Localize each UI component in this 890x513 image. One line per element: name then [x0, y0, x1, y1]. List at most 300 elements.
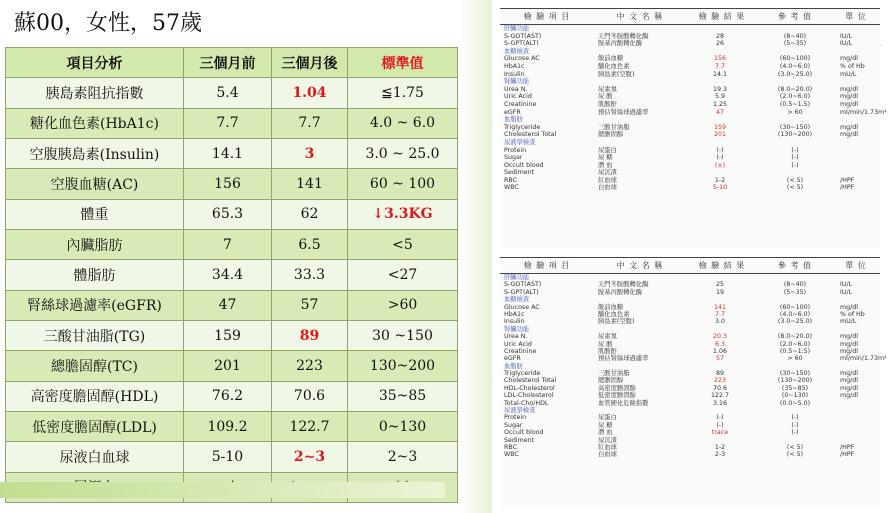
value-after: 33.3	[272, 260, 348, 290]
value-before: 109.2	[184, 412, 272, 442]
lab-item: 腎臟功能	[504, 325, 530, 333]
lab-ref: (60~100)	[779, 303, 811, 311]
lab-row	[500, 451, 880, 458]
value-after: 122.7	[272, 412, 348, 442]
lab-result: 5.9	[714, 93, 725, 101]
lab-name: 尿 糖	[598, 421, 613, 429]
lab-ref: (30~150)	[779, 370, 811, 378]
lab-ref: (-)	[791, 421, 799, 429]
value-after: 223	[272, 351, 348, 381]
value-after: 7.7	[272, 108, 348, 138]
value-after: 89	[272, 321, 348, 351]
item-name: 總膽固醇(TC)	[6, 351, 184, 381]
lab-ref: (-)	[791, 429, 799, 437]
lab-result: 57	[715, 355, 724, 363]
lab-item: 血脂肪	[504, 362, 523, 370]
lab-row	[500, 184, 880, 192]
lab-item: 血糖檢查	[504, 296, 530, 304]
lab-ref: (8~40)	[783, 32, 807, 40]
lab-row	[500, 333, 880, 340]
standard-value: ≦1.75	[348, 78, 458, 108]
lab-unit: mg/dl	[840, 303, 858, 311]
lab-name: 紅血球	[598, 443, 617, 451]
summary-row	[6, 351, 458, 381]
lab-ref: (8.0~20.0)	[777, 85, 813, 93]
lab-header-cell: 中 文 名 稱	[616, 12, 664, 21]
summary-row	[6, 442, 458, 472]
lab-result: 7.7	[714, 310, 725, 318]
lab-item: Creatinine	[504, 347, 537, 355]
lab-name: 尿沉渣	[598, 436, 617, 444]
lab-item: Sediment	[504, 169, 535, 177]
lab-name: 肌酸酐	[598, 347, 617, 355]
lab-item: Insulin	[504, 318, 525, 326]
decorative-gradient	[460, 0, 492, 513]
standard-value: >60	[348, 290, 458, 320]
lab-result: 19	[715, 288, 724, 296]
lab-name: 肌酸酐	[598, 100, 617, 108]
lab-name: 紅血球	[598, 176, 617, 184]
lab-name: 醣化血色素	[598, 310, 630, 318]
lab-item: Total-Cho/HDL	[504, 399, 549, 407]
summary-header-cell: 三個月後	[272, 48, 348, 78]
standard-value: <27	[348, 260, 458, 290]
lab-row	[500, 304, 880, 311]
lab-unit: mg/dl	[840, 55, 858, 63]
lab-name: 飯前血糖	[598, 303, 624, 311]
lab-name: 白血球	[598, 184, 617, 192]
lab-result: (-)	[716, 146, 724, 154]
lab-result: 201	[713, 131, 727, 139]
lab-item: Occult blood	[504, 429, 544, 437]
lab-ref: (0.5~1.5)	[779, 100, 811, 108]
lab-ref: (2.0~6.0)	[779, 340, 811, 348]
lab-row	[500, 341, 880, 348]
value-before: 5.4	[184, 78, 272, 108]
lab-ref: (3.0~25.0)	[777, 318, 813, 326]
lab-header-cell: 檢 驗 結 果	[698, 261, 746, 270]
lab-item: S-GPT(ALT)	[504, 288, 539, 296]
lab-ref: (5~35)	[783, 40, 807, 48]
lab-row	[500, 422, 880, 429]
lab-result: 1-2	[714, 443, 726, 451]
lab-item: LDL-Cholesterol	[504, 392, 554, 400]
lab-result: 2-3	[714, 451, 726, 459]
summary-row	[6, 78, 458, 108]
lab-header-cell: 檢 驗 結 果	[698, 12, 746, 21]
lab-item: Cholesterol Total	[504, 377, 557, 385]
lab-result: 70.6	[712, 384, 728, 392]
lab-unit: ml/min/1.73m²	[840, 355, 887, 363]
lab-section-heading	[500, 139, 880, 147]
lab-result: trace	[711, 429, 729, 437]
lab-unit: ml/min/1.73m²	[840, 108, 887, 116]
lab-unit: /HPF	[840, 184, 855, 192]
lab-row	[500, 392, 880, 399]
lab-name: 尿 酸	[598, 93, 613, 101]
summary-row	[6, 108, 458, 138]
lab-result: 19.3	[712, 85, 728, 93]
lab-ref: > 60	[787, 355, 803, 363]
lab-result: 3.0	[714, 318, 725, 326]
lab-item: S-GPT(ALT)	[504, 40, 539, 48]
lab-unit: mg/dl	[840, 100, 858, 108]
lab-row	[500, 169, 880, 177]
summary-row	[6, 321, 458, 351]
lab-item: eGFR	[504, 355, 521, 363]
lab-name: 飯前血糖	[598, 55, 624, 63]
lab-ref: (-)	[791, 161, 799, 169]
lab-row	[500, 289, 880, 296]
lab-row	[500, 86, 880, 94]
lab-row	[500, 355, 887, 363]
lab-ref: (< 5)	[786, 451, 804, 459]
lab-item: 尿液學檢查	[504, 138, 536, 146]
lab-row	[500, 108, 887, 117]
lab-result: 20.3	[712, 333, 728, 341]
lab-name: 胰島素(空腹)	[598, 318, 635, 326]
lab-section-heading	[500, 78, 880, 86]
lab-result: 141	[713, 303, 727, 311]
lab-item: 血糖檢查	[504, 47, 530, 55]
lab-unit: IU/L	[840, 40, 853, 48]
lab-name: 潛 血	[598, 429, 613, 437]
lab-result: 89	[715, 370, 724, 378]
lab-item: Triglyceride	[504, 123, 541, 131]
lab-item: 血脂肪	[504, 116, 523, 124]
lab-row	[500, 437, 880, 444]
lab-ref: (8.0~20.0)	[777, 333, 813, 341]
lab-item: eGFR	[504, 108, 521, 116]
lab-result: 122.7	[710, 392, 730, 400]
lab-row	[500, 348, 880, 355]
lab-section-heading	[500, 326, 880, 333]
lab-item: 肝臟功能	[504, 25, 530, 32]
lab-item: Glucose AC	[504, 303, 540, 311]
lab-report-before	[500, 8, 887, 248]
lab-unit: mg/dl	[840, 377, 858, 385]
lab-result: 1.06	[712, 347, 728, 355]
lab-row	[500, 33, 880, 41]
lab-section-heading	[500, 48, 880, 56]
lab-result: 5-10	[712, 184, 728, 192]
value-before: 7.7	[184, 108, 272, 138]
summary-header-cell: 標準值	[348, 48, 458, 78]
lab-result: 14.1	[712, 70, 728, 78]
summary-row	[6, 230, 458, 260]
summary-row	[6, 139, 458, 169]
value-before: 65.3	[184, 199, 272, 229]
lab-header-cell: 檢 驗 項 目	[523, 261, 571, 270]
item-name: 高密度膽固醇(HDL)	[6, 381, 184, 411]
lab-item: Cholesterol Total	[504, 131, 557, 139]
lab-name: 天門冬胺酸轉化酶	[598, 32, 649, 40]
lab-header	[500, 257, 880, 274]
lab-item: Sugar	[504, 154, 523, 162]
summary-header-cell: 三個月前	[184, 48, 272, 78]
lab-ref: (30~150)	[779, 123, 811, 131]
lab-item: HbA1c	[504, 62, 525, 70]
lab-row	[500, 370, 880, 377]
lab-item: Creatinine	[504, 100, 537, 108]
value-after: 70.6	[272, 381, 348, 411]
lab-unit: mg/dl	[840, 392, 858, 400]
lab-result: 159	[713, 123, 727, 131]
item-name: 尿液白血球	[6, 442, 184, 472]
item-name: 空腹胰島素(Insulin)	[6, 139, 184, 169]
lab-unit: IU/L	[840, 32, 853, 40]
lab-row	[500, 318, 880, 325]
value-after: 2~3	[272, 442, 348, 472]
lab-row	[500, 385, 880, 392]
lab-ref: (130~200)	[777, 377, 813, 385]
lab-name: 低密度膽固醇	[598, 392, 636, 400]
item-name: 體重	[6, 199, 184, 229]
lab-name: 尿 糖	[598, 154, 613, 162]
lab-item: S-GOT(AST)	[504, 281, 542, 289]
lab-item: 腎臟功能	[504, 78, 530, 86]
lab-unit: mg/dl	[840, 131, 858, 139]
lab-result: 7.7	[714, 62, 725, 70]
lab-row	[500, 147, 880, 155]
lab-unit: mU/L	[840, 318, 857, 326]
lab-header-cell: 參 考 值	[777, 12, 813, 21]
lab-item: WBC	[504, 184, 519, 192]
lab-section-heading	[500, 407, 880, 414]
lab-row	[500, 177, 880, 185]
value-after: 3	[272, 139, 348, 169]
lab-row	[500, 63, 880, 71]
lab-name: 總膽固醇	[598, 131, 624, 139]
lab-item: WBC	[504, 451, 519, 459]
standard-value: ↓3.3KG	[348, 199, 458, 229]
lab-header-cell: 檢 驗 項 目	[523, 12, 571, 21]
lab-ref: (2.0~6.0)	[779, 93, 811, 101]
standard-value: 3.0 ~ 25.0	[348, 139, 458, 169]
lab-unit: /HPF	[840, 451, 855, 459]
item-name: 低密度膽固醇(LDL)	[6, 412, 184, 442]
lab-name: 潛 血	[598, 161, 613, 169]
value-after: 62	[272, 199, 348, 229]
lab-unit: mU/L	[840, 70, 857, 78]
lab-ref: (4.0~6.0)	[779, 310, 811, 318]
standard-value: 0~130	[348, 412, 458, 442]
value-after: 141	[272, 169, 348, 199]
standard-value: 35~85	[348, 381, 458, 411]
lab-name: 尿蛋白	[598, 414, 617, 422]
lab-name: 預估腎絲球過濾率	[598, 355, 649, 363]
lab-row	[500, 311, 880, 318]
value-before: 47	[184, 290, 272, 320]
summary-row	[6, 169, 458, 199]
value-before: 201	[184, 351, 272, 381]
lab-ref: (< 5)	[786, 176, 804, 184]
decorative-bar	[0, 482, 445, 498]
value-after: 57	[272, 290, 348, 320]
standard-value: 4.0 ~ 6.0	[348, 108, 458, 138]
lab-ref: (35~85)	[781, 384, 809, 392]
value-before: 34.4	[184, 260, 272, 290]
lab-section-heading	[500, 25, 880, 33]
lab-unit: /HPF	[840, 176, 855, 184]
lab-row	[500, 40, 880, 48]
lab-name: 尿蛋白	[598, 146, 617, 154]
lab-item: HDL-Cholesterol	[504, 384, 555, 392]
lab-header-cell: 中 文 名 稱	[616, 261, 664, 270]
item-name: 腎絲球過濾率(eGFR)	[6, 290, 184, 320]
lab-item: 尿液學檢查	[504, 407, 536, 415]
lab-unit: mg/dl	[840, 340, 858, 348]
lab-name: 尿素氮	[598, 333, 617, 341]
lab-header-cell: 單 位	[845, 12, 867, 21]
lab-header-cell: 單 位	[845, 261, 867, 270]
lab-ref: (60~100)	[779, 55, 811, 63]
lab-item: Urea N.	[504, 333, 528, 341]
lab-unit: IU/L	[840, 281, 853, 289]
item-name: 空腹血糖(AC)	[6, 169, 184, 199]
lab-ref: (-)	[791, 414, 799, 422]
lab-ref: (4.0~6.0)	[779, 62, 811, 70]
lab-ref: (< 5)	[786, 184, 804, 192]
lab-row	[500, 71, 880, 79]
lab-result: 3.16	[712, 399, 728, 407]
lab-unit: IU/L	[840, 288, 853, 296]
lab-name: 血管硬化危險指數	[598, 399, 649, 407]
lab-row	[500, 377, 880, 384]
lab-item: S-GOT(AST)	[504, 32, 542, 40]
lab-unit: mg/dl	[840, 93, 858, 101]
lab-unit: mg/dl	[840, 347, 858, 355]
lab-row	[500, 429, 880, 436]
lab-row	[500, 444, 880, 451]
lab-item: RBC	[504, 443, 517, 451]
lab-row	[500, 281, 880, 288]
lab-name: 尿素氮	[598, 85, 617, 93]
lab-item: Uric Acid	[504, 340, 532, 348]
lab-name: 高密度膽固醇	[598, 384, 636, 392]
lab-row	[500, 124, 880, 132]
lab-item: 肝臟功能	[504, 274, 530, 281]
summary-row	[6, 381, 458, 411]
lab-section-heading	[500, 296, 880, 303]
value-before: 5-10	[184, 442, 272, 472]
lab-result: 25	[715, 281, 724, 289]
value-before: 156	[184, 169, 272, 199]
lab-row	[500, 93, 880, 101]
lab-row	[500, 154, 880, 162]
lab-result: (±)	[714, 161, 726, 169]
lab-item: Protein	[504, 146, 527, 154]
lab-result: 1-2	[714, 176, 726, 184]
summary-row	[6, 260, 458, 290]
lab-name: 胺基丙酸轉化酶	[598, 40, 643, 48]
summary-table	[5, 47, 458, 503]
lab-section-heading	[500, 363, 880, 370]
lab-result: 223	[713, 377, 727, 385]
lab-result: 47	[715, 108, 724, 116]
lab-ref: (< 5)	[786, 443, 804, 451]
lab-item: RBC	[504, 176, 517, 184]
value-before: 7	[184, 230, 272, 260]
lab-item: Insulin	[504, 70, 525, 78]
lab-name: 尿 酸	[598, 340, 613, 348]
lab-item: Protein	[504, 414, 527, 422]
lab-name: 白血球	[598, 451, 617, 459]
lab-ref: (130~200)	[777, 131, 813, 139]
lab-result: (-)	[716, 414, 724, 422]
lab-header-cell: 參 考 值	[777, 261, 813, 270]
value-after: 1.04	[272, 78, 348, 108]
lab-unit: mg/dl	[840, 333, 858, 341]
lab-name: 胺基丙酸轉化酶	[598, 288, 643, 296]
lab-ref: (0~130)	[781, 392, 809, 400]
item-name: 體脂肪	[6, 260, 184, 290]
lab-name: 胰島素(空腹)	[598, 70, 635, 78]
item-name: 內臟脂肪	[6, 230, 184, 260]
lab-ref: (5~35)	[783, 288, 807, 296]
lab-item: Sugar	[504, 421, 523, 429]
lab-name: 醣化血色素	[598, 62, 630, 70]
summary-row	[6, 412, 458, 442]
lab-item: Urea N.	[504, 85, 528, 93]
lab-result: 6.3	[714, 340, 725, 348]
lab-result: 1.25	[712, 100, 728, 108]
lab-unit: % of Hb	[840, 310, 865, 318]
lab-unit: mg/dl	[840, 85, 858, 93]
lab-unit: mg/dl	[840, 384, 858, 392]
lab-ref: (0.0~5.0)	[779, 399, 811, 407]
lab-row	[500, 131, 880, 139]
lab-report-after	[500, 257, 887, 507]
value-after: 6.5	[272, 230, 348, 260]
lab-row	[500, 162, 880, 170]
lab-result: 156	[713, 55, 727, 63]
standard-value: 130~200	[348, 351, 458, 381]
lab-unit: /HPF	[840, 443, 855, 451]
lab-result: 26	[715, 40, 724, 48]
lab-item: Triglyceride	[504, 370, 541, 378]
standard-value: <5	[348, 230, 458, 260]
lab-unit: mg/dl	[840, 123, 858, 131]
standard-value: 2~3	[348, 442, 458, 472]
lab-item: Sediment	[504, 436, 535, 444]
lab-section-heading	[500, 116, 880, 124]
item-name: 糖化血色素(HbA1c)	[6, 108, 184, 138]
lab-ref: > 60	[787, 108, 803, 116]
lab-item: Occult blood	[504, 161, 544, 169]
lab-ref: (-)	[791, 146, 799, 154]
lab-name: 三酸甘油脂	[598, 123, 630, 131]
lab-ref: (-)	[791, 154, 799, 162]
lab-name: 天門冬胺酸轉化酶	[598, 281, 649, 289]
lab-item: Glucose AC	[504, 55, 540, 63]
lab-ref: (8~40)	[783, 281, 807, 289]
lab-unit: % of Hb	[840, 62, 865, 70]
lab-item: Uric Acid	[504, 93, 532, 101]
lab-result: (-)	[716, 421, 724, 429]
lab-ref: (3.0~25.0)	[777, 70, 813, 78]
lab-name: 預估腎絲球過濾率	[598, 108, 649, 116]
page-title: 蘇00，女性，57歲	[14, 11, 202, 36]
lab-header	[500, 8, 880, 25]
value-before: 14.1	[184, 139, 272, 169]
lab-item: HbA1c	[504, 310, 525, 318]
lab-name: 三酸甘油脂	[598, 370, 630, 378]
lab-name: 尿沉渣	[598, 169, 617, 177]
lab-row	[500, 101, 880, 109]
standard-value: 60 ~ 100	[348, 169, 458, 199]
lab-result: 28	[715, 32, 724, 40]
